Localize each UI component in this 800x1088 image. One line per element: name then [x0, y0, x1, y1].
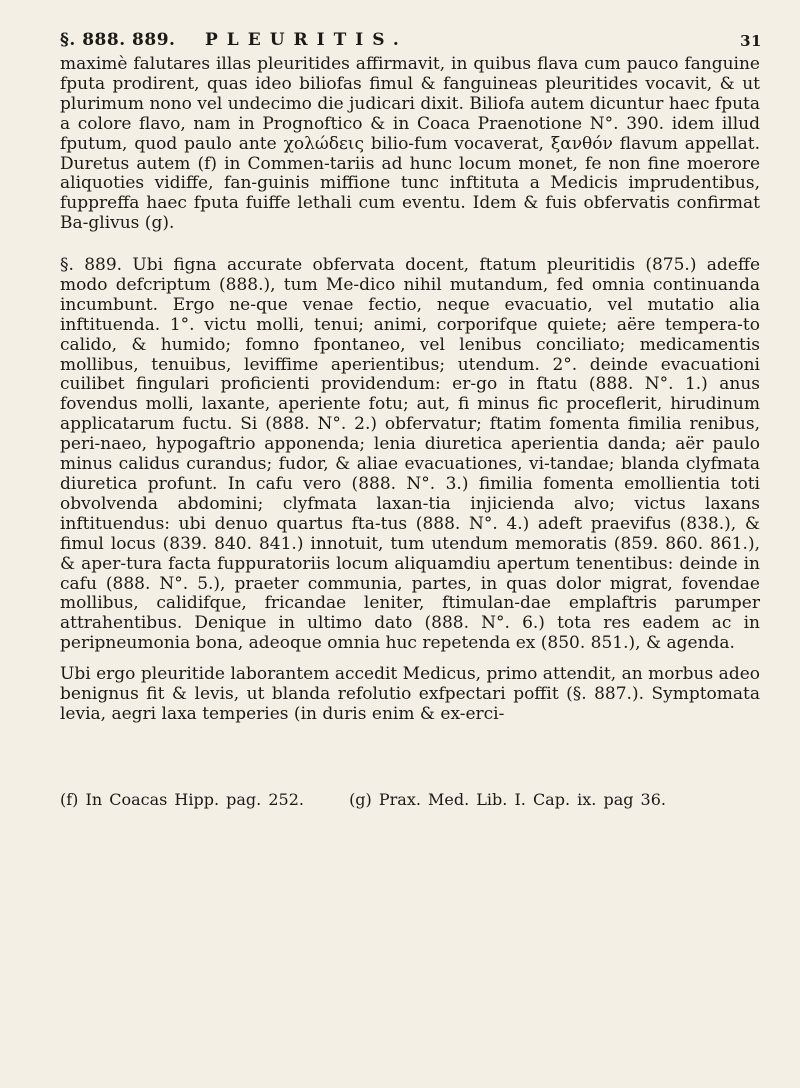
paragraph-1: maximè falutares illas pleuritides affirmavit, in quibus flava cum pauco fanguine fputa prodirent, quas ideo biliofas fimul & fanguineas pleuritides vocavit, & ut plurimum nono vel undecimo die judicari dixit. Biliofa autem dicuntur haec fputa a colore flavo, nam in Prognoftico & in Coaca Praenotione N°. 390. idem illud fputum, quod paulo ante χολώδεις bilio-fum vocaverat, ξανθόν flavum appellat. Duretus autem (f) in Commen-tariis ad hunc locum monet, fe non fine moerore aliquoties vidiffe, fan-guinis miffione tunc inftituta a Medicis imprudentibus, fuppreffa haec fputa fuiffe lethali cum eventu. Idem & fuis obfervatis confirmat Ba-glivus (g).: [60, 54, 760, 234]
footnote-g: (g) Prax. Med. Lib. I. Cap. ix. pag 36.: [349, 790, 666, 809]
running-header: [60, 30, 762, 52]
footnotes: [60, 790, 760, 809]
running-title: PLEURITIS.: [205, 30, 408, 50]
paragraph-889: §. 889. Ubi figna accurate obfervata docent, ftatum pleuritidis (875.) adeffe modo defcriptum (888.), tum Me-dico nihil mutandum, fed omnia continuanda incumbunt. Ergo ne-que venae fectio, neque evacuatio, vel mutatio alia inftituenda. 1°. victu molli, tenui; animi, corporifque quiete; aëre tempera-to calido, & humido; fomno fpontaneo, vel lenibus conciliato; medicamentis mollibus, tenuibus, leviffime aperientibus; utendum. 2°. deinde evacuationi cuilibet fingulari proficienti providendum: er-go in ftatu (888. N°. 1.) anus fovendus molli, laxante, aperiente fotu; aut, fi minus fic proceflerit, hirudinum applicatarum fuctu. Si (888. N°. 2.) obfervatur; ftatim fomenta fimilia renibus, peri-naeo, hypogaftrio apponenda; lenia diuretica aperientia danda; aër paulo minus calidus curandus; fudor, & aliae evacuationes, vi-tandae; blanda clyfmata diuretica profunt. In cafu vero (888. N°. 3.) fimilia fomenta emollientia toti obvolvenda abdomini; clyfmata laxan-tia injicienda alvo; victus laxans inftituendus: ubi denuo quartus fta-tus (888. N°. 4.) adeft praevifus (838.), & fimul locus (839. 840. 841.) innotuit, tum utendum memoratis (859. 860. 861.), & aper-tura facta fuppuratoriis locum aliquamdiu apertum tenentibus: deinde in cafu (888. N°. 5.), praeter communia, partes, in quas dolor migrat, fovendae mollibus, calidifque, fricandae leniter, ftimulan-dae emplaftris parumper attrahentibus. Denique in ultimo dato (888. N°. 6.) tota res eadem ac in peripneumonia bona, adeoque omnia huc repetenda ex (850. 851.), & agenda.: [60, 255, 760, 654]
section-range: §. 888. 889.: [60, 30, 176, 50]
page-number: 31: [740, 32, 762, 50]
footnote-f: (f) In Coacas Hipp. pag. 252.: [60, 790, 304, 809]
paragraph-3: Ubi ergo pleuritide laborantem accedit Medicus, primo attendit, an morbus adeo benignus fit & levis, ut blanda refolutio exfpectari poffit (§. 887.). Symptomata levia, aegri laxa temperies (in duris enim & ex-erci-: [60, 664, 760, 724]
